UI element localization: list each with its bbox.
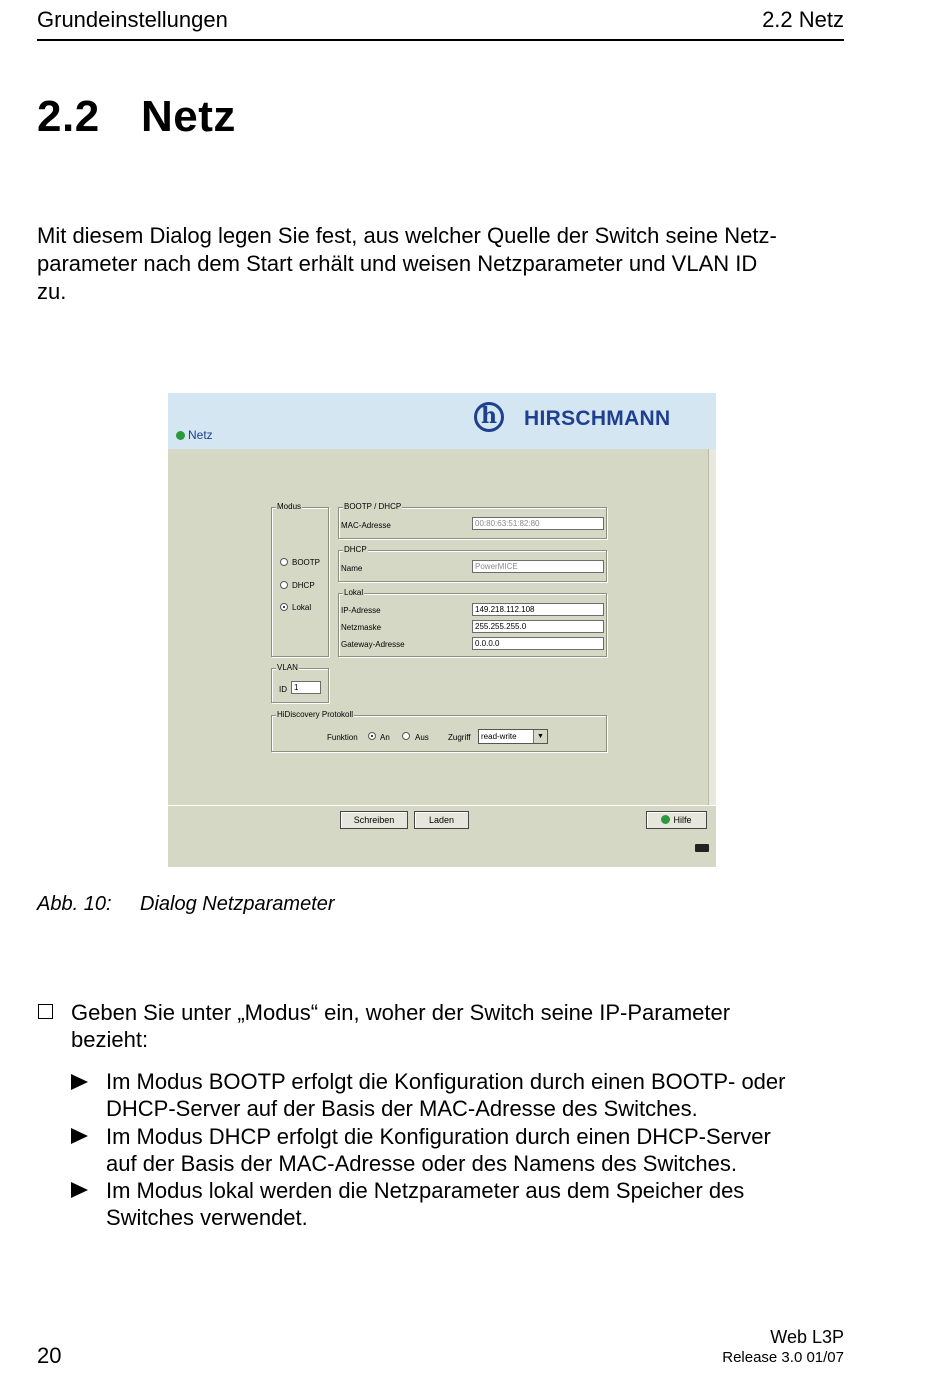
- hirschmann-logo-icon: h: [474, 402, 504, 432]
- radio-aus-label: Aus: [415, 733, 429, 742]
- figure-title: Dialog Netzparameter: [140, 893, 335, 915]
- running-header-left: Grundeinstellungen: [37, 7, 228, 32]
- hidiscovery-legend: HiDiscovery Protokoll: [277, 710, 354, 719]
- footer-product: Web L3P: [770, 1327, 844, 1347]
- radio-dhcp-label: DHCP: [292, 581, 315, 590]
- section-title: Netz: [141, 92, 236, 141]
- intro-paragraph: [37, 222, 847, 306]
- zugriff-select[interactable]: read-write ▼: [478, 729, 548, 744]
- netmask-field[interactable]: 255.255.255.0: [472, 620, 604, 633]
- lokal-legend: Lokal: [344, 588, 364, 597]
- dhcp-legend: DHCP: [344, 545, 367, 554]
- vlan-legend: VLAN: [277, 663, 298, 672]
- gateway-label: Gateway-Adresse: [341, 640, 405, 649]
- radio-bootp-label: BOOTP: [292, 558, 321, 567]
- brand-name: HIRSCHMANN: [524, 407, 671, 430]
- page-number: 20: [37, 1343, 62, 1368]
- footer-release: Release 3.0 01/07: [722, 1349, 844, 1366]
- netmask-label: Netzmaske: [341, 623, 382, 632]
- radio-lokal[interactable]: [280, 603, 288, 611]
- header-rule: [37, 39, 844, 41]
- ip-address-field[interactable]: 149.218.112.108: [472, 603, 604, 616]
- network-dialog-screenshot: [168, 393, 716, 867]
- dropdown-arrow-icon: ▼: [533, 730, 547, 743]
- running-header-right: 2.2 Netz: [762, 7, 844, 32]
- bullet-triangle-icon: [71, 1128, 88, 1144]
- bullet-item-bootp: Im Modus BOOTP erfolgt die Konfiguration durch einen BOOTP- oder DHCP-Server auf der Basis der MAC-Adresse des Switches.: [106, 1069, 786, 1121]
- radio-an[interactable]: [368, 732, 376, 740]
- section-heading: [37, 92, 236, 142]
- status-icon: [695, 844, 709, 852]
- funktion-label: Funktion: [327, 733, 358, 742]
- help-icon: [661, 815, 670, 824]
- radio-dhcp[interactable]: [280, 581, 288, 589]
- ip-address-label: IP-Adresse: [341, 606, 381, 615]
- bullet-item-dhcp: Im Modus DHCP erfolgt die Konfiguration durch einen DHCP-Server auf der Basis der MAC-Adresse oder des Namens des Switches.: [106, 1124, 771, 1176]
- bullet-triangle-icon: [71, 1074, 88, 1090]
- name-label: Name: [341, 564, 363, 573]
- globe-icon: [176, 431, 185, 440]
- bullet-triangle-icon: [71, 1182, 88, 1198]
- radio-lokal-label: Lokal: [292, 603, 312, 612]
- mac-address-field[interactable]: 00:80:63:51:82:80: [472, 517, 604, 530]
- modus-legend: Modus: [277, 502, 302, 511]
- figure-caption: [37, 893, 335, 916]
- radio-aus[interactable]: [402, 732, 410, 740]
- help-button[interactable]: Hilfe: [646, 811, 707, 829]
- radio-an-label: An: [380, 733, 390, 742]
- dialog-title: Netz: [176, 428, 213, 442]
- intro-line: zu.: [37, 279, 67, 304]
- vlan-id-label: ID: [279, 685, 287, 694]
- checkbox-square-icon: [38, 1004, 53, 1019]
- instruction-text: Geben Sie unter „Modus“ ein, woher der Switch seine IP-Parameter bezieht:: [71, 1000, 731, 1052]
- mac-address-label: MAC-Adresse: [341, 521, 391, 530]
- intro-line: parameter nach dem Start erhält und weisen Netzparameter und VLAN ID: [37, 251, 758, 276]
- figure-number: Abb. 10:: [37, 893, 112, 915]
- bootp-dhcp-legend: BOOTP / DHCP: [344, 502, 402, 511]
- bullet-item-lokal: Im Modus lokal werden die Netzparameter aus dem Speicher des Switches verwendet.: [106, 1178, 745, 1230]
- write-button[interactable]: Schreiben: [340, 811, 408, 829]
- zugriff-label: Zugriff: [448, 733, 471, 742]
- gateway-field[interactable]: 0.0.0.0: [472, 637, 604, 650]
- hidiscovery-group: [271, 710, 607, 752]
- section-number: 2.2: [37, 92, 100, 141]
- vlan-id-field[interactable]: 1: [291, 681, 321, 694]
- radio-bootp[interactable]: [280, 558, 288, 566]
- name-field[interactable]: PowerMICE: [472, 560, 604, 573]
- load-button[interactable]: Laden: [414, 811, 469, 829]
- intro-line: Mit diesem Dialog legen Sie fest, aus welcher Quelle der Switch seine Netz-: [37, 223, 777, 248]
